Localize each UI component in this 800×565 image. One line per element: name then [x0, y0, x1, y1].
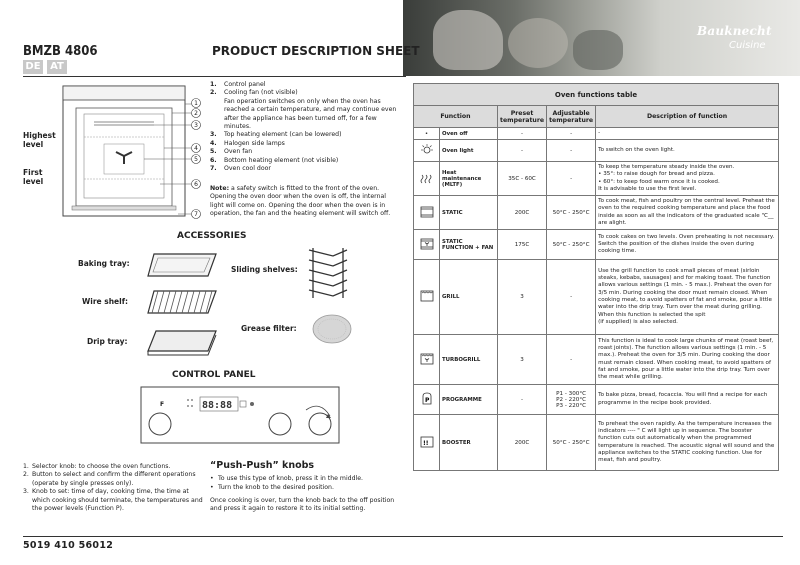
label-sliding-shelves: Sliding shelves:	[231, 265, 298, 274]
static-fan-icon	[414, 230, 440, 260]
feature-item: 7. Oven cool door	[210, 165, 271, 173]
wire-shelf-image	[146, 287, 218, 317]
grill-icon	[414, 260, 440, 335]
feature-item: 1. Control panel	[210, 81, 266, 88]
safety-note: Note: a safety switch is fitted to the front of the oven. Opening the oven door when the oven is off, the internal light will come on. Opening the door when the oven is in operation, the fan and the heating element will switch off.	[210, 185, 391, 218]
col-preset: Preset temperature	[498, 106, 547, 128]
oven-functions-table	[413, 83, 779, 471]
svg-text:F: F	[160, 401, 165, 408]
svg-text:7: 7	[194, 211, 198, 218]
push-bullet: • Turn the knob to the desired position.	[210, 484, 400, 493]
col-adjustable: Adjustable temperature	[547, 106, 596, 128]
oven-feature-list	[210, 81, 400, 173]
control-panel-diagram	[140, 386, 340, 444]
turbogrill-icon	[414, 335, 440, 385]
table-row: !! BOOSTER 200C 50°C - 250°C To preheat the oven rapidly. As the temperature increases the indicators ---- " C will light up in sequence. The booster function cuts out automatically when the programmed temperature is reached. The acoustic signal will sound and the appliance switches to the STATIC cooking function. Use for meat, fish and poultry.	[414, 415, 779, 471]
svg-text:!!: !!	[422, 439, 428, 447]
feature-item: Fan operation switches on only when the oven has reached a certain temperature, and may continue even after the appliance has been turned off, for a few minutes.	[224, 97, 397, 131]
label-baking-tray: Baking tray:	[78, 259, 130, 268]
push-push-text: Once cooking is over, turn the knob back to the off position and press it again to restore it to its initial setting.	[210, 496, 395, 513]
svg-text:6: 6	[194, 181, 198, 188]
callout-numbers	[189, 96, 203, 222]
label-drip-tray: Drip tray:	[87, 337, 128, 346]
control-panel-title: CONTROL PANEL	[172, 370, 256, 380]
programme-icon	[414, 385, 440, 415]
feature-item: 2. Cooling fan (not visible)	[210, 89, 298, 97]
push-push-title: “Push-Push” knobs	[210, 460, 315, 471]
instruction-item: 1. Selector knob: to choose the oven functions.	[23, 463, 171, 470]
baking-tray-image	[146, 250, 218, 280]
table-row: • Oven off - - -	[414, 128, 779, 140]
svg-text:88:88: 88:88	[202, 400, 233, 411]
footer-rule	[23, 536, 783, 537]
table-row: P PROGRAMME - P1 - 300°C P2 - 220°C P3 - 220°C To bake pizza, bread, focaccia. You will find a recipe for each programme in the recipe book provided.	[414, 385, 779, 415]
label-highest-level: Highest level	[23, 131, 56, 149]
feature-item: 6. Bottom heating element (not visible)	[210, 156, 339, 164]
instruction-item: 3. Knob to set: time of day, cooking time, the time at which cooking should terminate, the temperatures and the power levels (Function P).	[23, 488, 203, 513]
svg-text:3: 3	[194, 122, 198, 129]
svg-text:1: 1	[194, 100, 198, 107]
instruction-item: 2. Button to select and confirm the different operations (operate by single presses only).	[23, 471, 196, 487]
push-bullet: • To use this type of knob, press it in the middle.	[210, 475, 400, 484]
table-row: Heat maintenance (MLTF) 35C - 60C - To keep the temperature steady inside the oven. • 35°: to raise dough for bread and pizza. • 60°: to keep food warm once it is cooked. It is advisable to use the first level.	[414, 162, 779, 196]
light-bulb-icon	[414, 140, 440, 162]
heat-maintenance-icon	[414, 162, 440, 196]
table-row: Oven light - - To switch on the oven light.	[414, 140, 779, 162]
model-number: BMZB 4806	[23, 44, 98, 59]
drip-tray-image	[146, 327, 218, 357]
label-grease-filter: Grease filter:	[241, 324, 297, 333]
lang-badge-de: DE	[23, 60, 43, 74]
feature-item: 5. Oven fan	[210, 148, 253, 156]
off-dot-icon: •	[414, 128, 440, 140]
svg-text:4: 4	[194, 145, 198, 152]
svg-text:2: 2	[194, 110, 198, 117]
control-panel-instructions	[23, 463, 203, 513]
table-row: GRILL 3 - Use the grill function to cook small pieces of meat (sirloin steaks, kebabs, sausages) and for making toast. The function allows various settings (1 min. - 5 max.). Preheat the oven for 3/5 min. During cooking the door must remain closed. When cooking meat, to avoid spatters of fat and smoke, pour a little water into the drip tray. Turn over the meat during grilling. When this function is selected the spit (if supplied) is also selected.	[414, 260, 779, 335]
label-first-level: First level	[23, 168, 44, 186]
static-icon	[414, 196, 440, 230]
sliding-shelves-image	[303, 244, 353, 302]
booster-icon	[414, 415, 440, 471]
feature-item: 4. Halogen side lamps	[210, 139, 285, 147]
feature-item: 3. Top heating element (can be lowered)	[210, 131, 342, 139]
svg-text:P: P	[424, 396, 429, 404]
table-row: TURBOGRILL 3 - This function is ideal to cook large chunks of meat (roast beef, roast joints). The function allows various settings (1 min. - 5 max.). Preheat the oven for 3/5 min. During cooking the door must remain closed. When cooking meat, to avoid spatters of fat and smoke, pour a little water into the drip tray. Turn over the meat while grilling.	[414, 335, 779, 385]
accessories-title: ACCESSORIES	[177, 231, 247, 241]
page-title: PRODUCT DESCRIPTION SHEET	[212, 44, 420, 58]
table-row: STATIC 200C 50°C - 250°C To cook meat, fish and poultry on the central level. Preheat the oven to the required cooking temperature and place the food inside as soon as all the indicators of the graduated scale "C__ are alight.	[414, 196, 779, 230]
brand-logo: Bauknecht Cuisine	[697, 24, 772, 51]
lang-badge-at: AT	[47, 60, 67, 74]
table-caption: Oven functions table	[414, 84, 779, 106]
header-rule	[23, 76, 406, 77]
svg-text:5: 5	[194, 156, 198, 163]
table-row: STATIC FUNCTION + FAN 175C 50°C - 250°C To cook cakes on two levels. Oven preheating is not necessary. Switch the position of the dishes inside the oven during cooking time.	[414, 230, 779, 260]
col-description: Description of function	[596, 106, 779, 128]
grease-filter-image	[311, 313, 353, 345]
oven-diagram	[60, 84, 210, 224]
label-wire-shelf: Wire shelf:	[82, 297, 128, 306]
document-code: 5019 410 56012	[23, 540, 114, 551]
col-function: Function	[414, 106, 498, 128]
push-push-section	[210, 460, 400, 514]
